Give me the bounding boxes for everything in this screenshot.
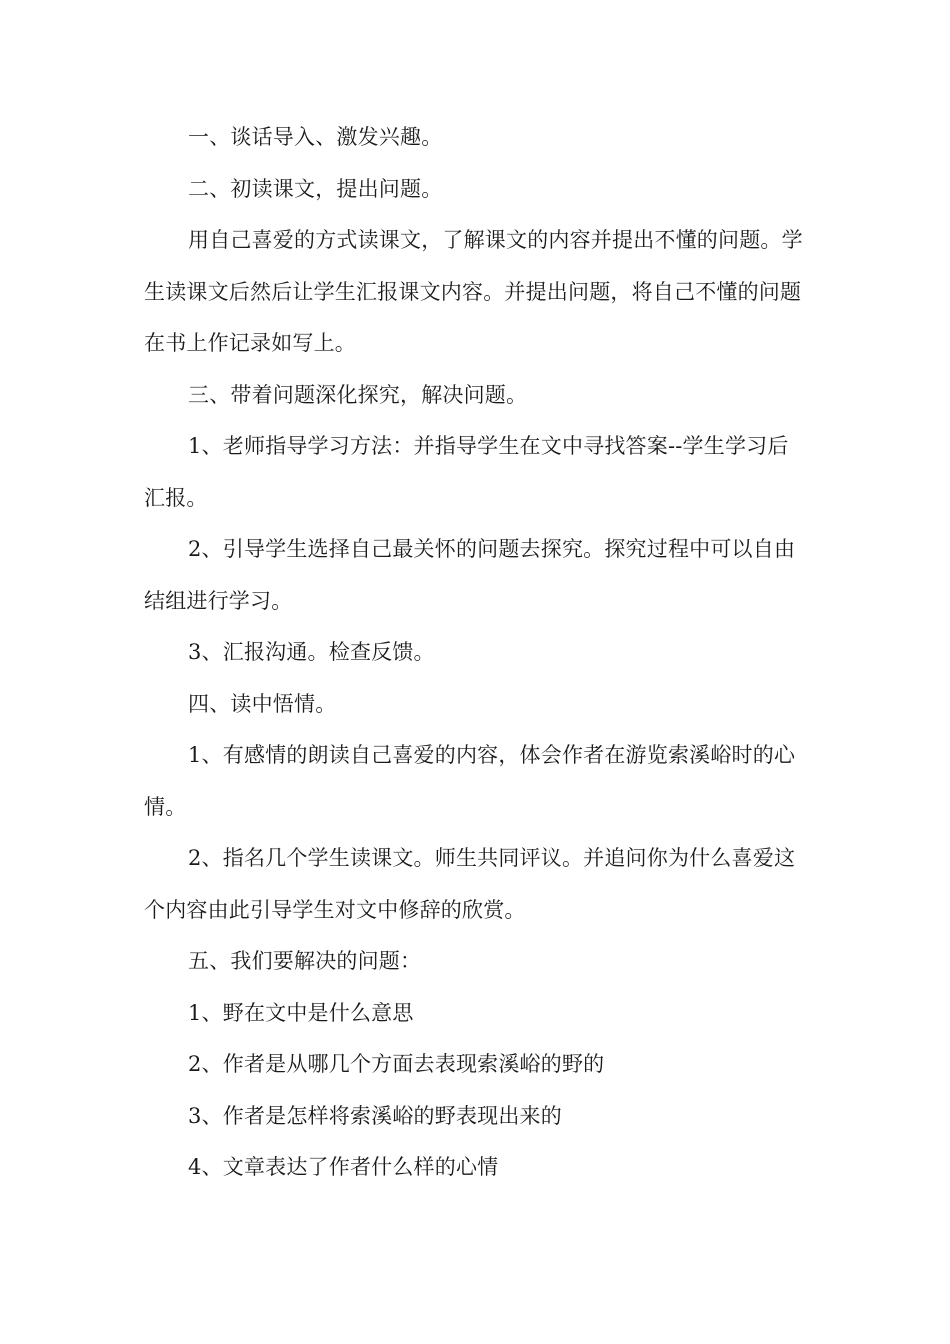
document-body: [144, 112, 808, 1194]
list-item-teacher-guidance: 1、老师指导学习方法：并指导学生在文中寻找答案--学生学习后汇报。: [144, 434, 789, 510]
heading-intro: 一、谈话导入、激发兴趣。: [188, 125, 443, 149]
list-item-emotional-reading: 1、有感情的朗读自己喜爱的内容，体会作者在游览索溪峪时的心情。: [144, 743, 796, 819]
list-item-report-feedback: 3、汇报沟通。检查反馈。: [188, 640, 435, 664]
list-item-question-2: 2、作者是从哪几个方面去表现索溪峪的野的: [188, 1052, 605, 1076]
paragraph-reading-method: 用自己喜爱的方式读课文，了解课文的内容并提出不懂的问题。学生读课文后然后让学生汇报课文内容。并提出问题，将自己不懂的问题在书上作记录如写上。: [144, 228, 803, 355]
list-item-question-3: 3、作者是怎样将索溪峪的野表现出来的: [188, 1103, 562, 1128]
heading-questions: 五、我们要解决的问题：: [188, 949, 422, 973]
list-item-question-4: 4、文章表达了作者什么样的心情: [188, 1155, 499, 1179]
list-item-choose-question: 2、引导学生选择自己最关怀的问题去探究。探究过程中可以自由结组进行学习。: [144, 537, 796, 613]
heading-deep-inquiry: 三、带着问题深化探究，解决问题。: [188, 382, 528, 407]
list-item-question-1: 1、野在文中是什么意思: [188, 1000, 414, 1025]
list-item-student-reading: 2、指名几个学生读课文。师生共同评议。并追问你为什么喜爱这个内容由此引导学生对文中修辞的欣赏。: [144, 846, 796, 922]
heading-first-reading: 二、初读课文，提出问题。: [188, 176, 443, 201]
heading-reading-feeling: 四、读中悟情。: [188, 691, 337, 716]
